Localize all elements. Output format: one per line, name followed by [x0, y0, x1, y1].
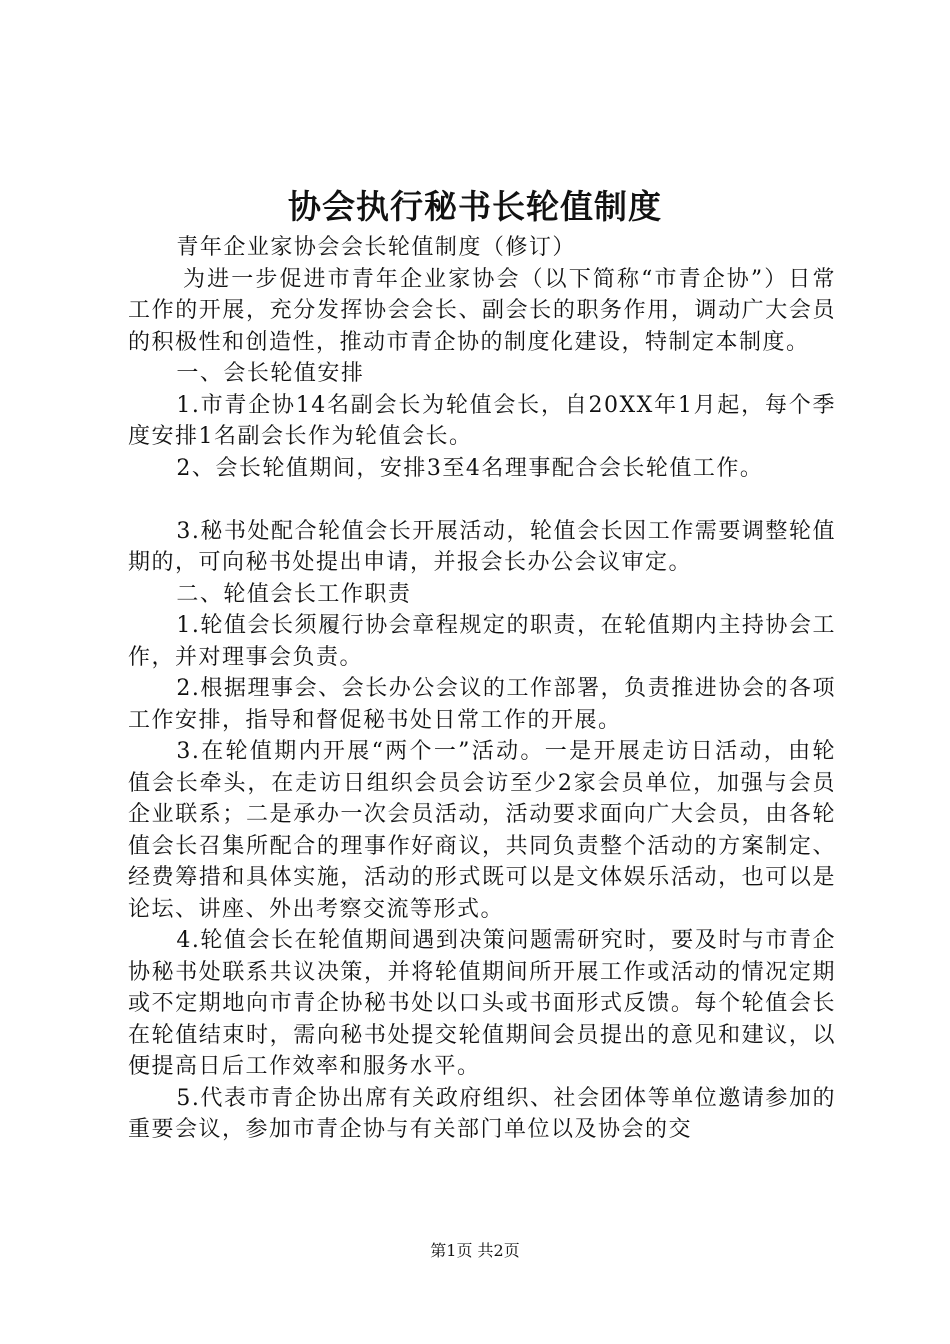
- page-number: 第1页 共2页: [430, 1241, 520, 1260]
- paragraph: 1.市青企协14名副会长为轮值会长，自20XX年1月起，每个季度安排1名副会长作为轮值会长。: [128, 392, 836, 449]
- paragraph: 为进一步促进市青年企业家协会（以下简称“市青企协”）日常工作的开展，充分发挥协会会长、副会长的职务作用，调动广大会员的积极性和创造性，推动市青企协的制度化建设，特制定本制度。: [128, 266, 836, 355]
- paragraph: 1.轮值会长须履行协会章程规定的职责，在轮值期内主持协会工作，并对理事会负责。: [128, 613, 836, 670]
- paragraph: 3.秘书处配合轮值会长开展活动，轮值会长因工作需要调整轮值期的，可向秘书处提出申请，并报会长办公会议审定。: [128, 518, 836, 575]
- paragraph: 2、会长轮值期间，安排3至4名理事配合会长轮值工作。: [176, 455, 764, 481]
- section-heading: 二、轮值会长工作职责: [176, 581, 412, 607]
- section-heading: 一、会长轮值安排: [176, 361, 365, 386]
- document-subtitle: 青年企业家协会会长轮值制度（修订）: [176, 235, 576, 260]
- paragraph: 5.代表市青企协出席有关政府组织、社会团体等单位邀请参加的重要会议，参加市青企协与有关部门单位以及协会的交: [128, 1085, 836, 1142]
- paragraph: 4.轮值会长在轮值期间遇到决策问题需研究时，要及时与市青企协秘书处联系共议决策，并将轮值期间所开展工作或活动的情况定期或不定期地向市青企协秘书处以口头或书面形式反馈。每个轮值会长在轮值结束时，需向秘书处提交轮值期间会员提出的意见和建议，以便提高日后工作效率和服务水平。: [128, 928, 836, 1079]
- document-title: 协会执行秘书长轮值制度: [288, 187, 662, 226]
- paragraph: 3.在轮值期内开展“两个一”活动。一是开展走访日活动，由轮值会长牵头，在走访日组织会员会访至少2家会员单位，加强与会员企业联系；二是承办一次会员活动，活动要求面向广大会员，由各轮值会长召集所配合的理事作好商议，共同负责整个活动的方案制定、经费筹措和具体实施，活动的形式既可以是文体娱乐活动，也可以是论坛、讲座、外出考察交流等形式。: [128, 739, 836, 922]
- paragraph: 2.根据理事会、会长办公会议的工作部署，负责推进协会的各项工作安排，指导和督促秘书处日常工作的开展。: [128, 676, 836, 733]
- document-body: [128, 232, 836, 1146]
